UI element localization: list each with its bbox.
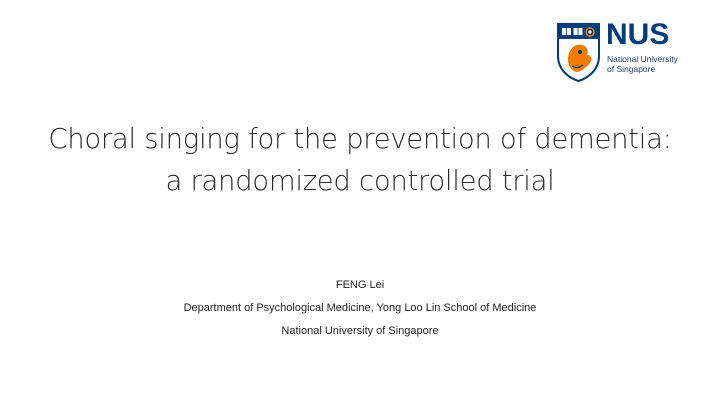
slide-title-line2: a randomized controlled trial (165, 165, 555, 197)
nus-subtitle-line2: of Singapore (607, 64, 656, 74)
slide-title-line1: Choral singing for the prevention of dementia: (48, 123, 672, 155)
author-block (0, 274, 720, 343)
author-institution: National University of Singapore (281, 325, 439, 337)
nus-logo (556, 20, 686, 86)
slide-title (0, 118, 720, 202)
author-name: FENG Lei (335, 279, 385, 291)
nus-subtitle (607, 54, 678, 74)
nus-crest-icon (556, 22, 601, 82)
author-department: Department of Psychological Medicine, Yong Loo Lin School of Medicine (183, 302, 537, 314)
nus-subtitle-line1: National University (607, 54, 678, 64)
nus-wordmark-text: NUS (606, 18, 670, 51)
nus-wordmark (606, 20, 686, 86)
